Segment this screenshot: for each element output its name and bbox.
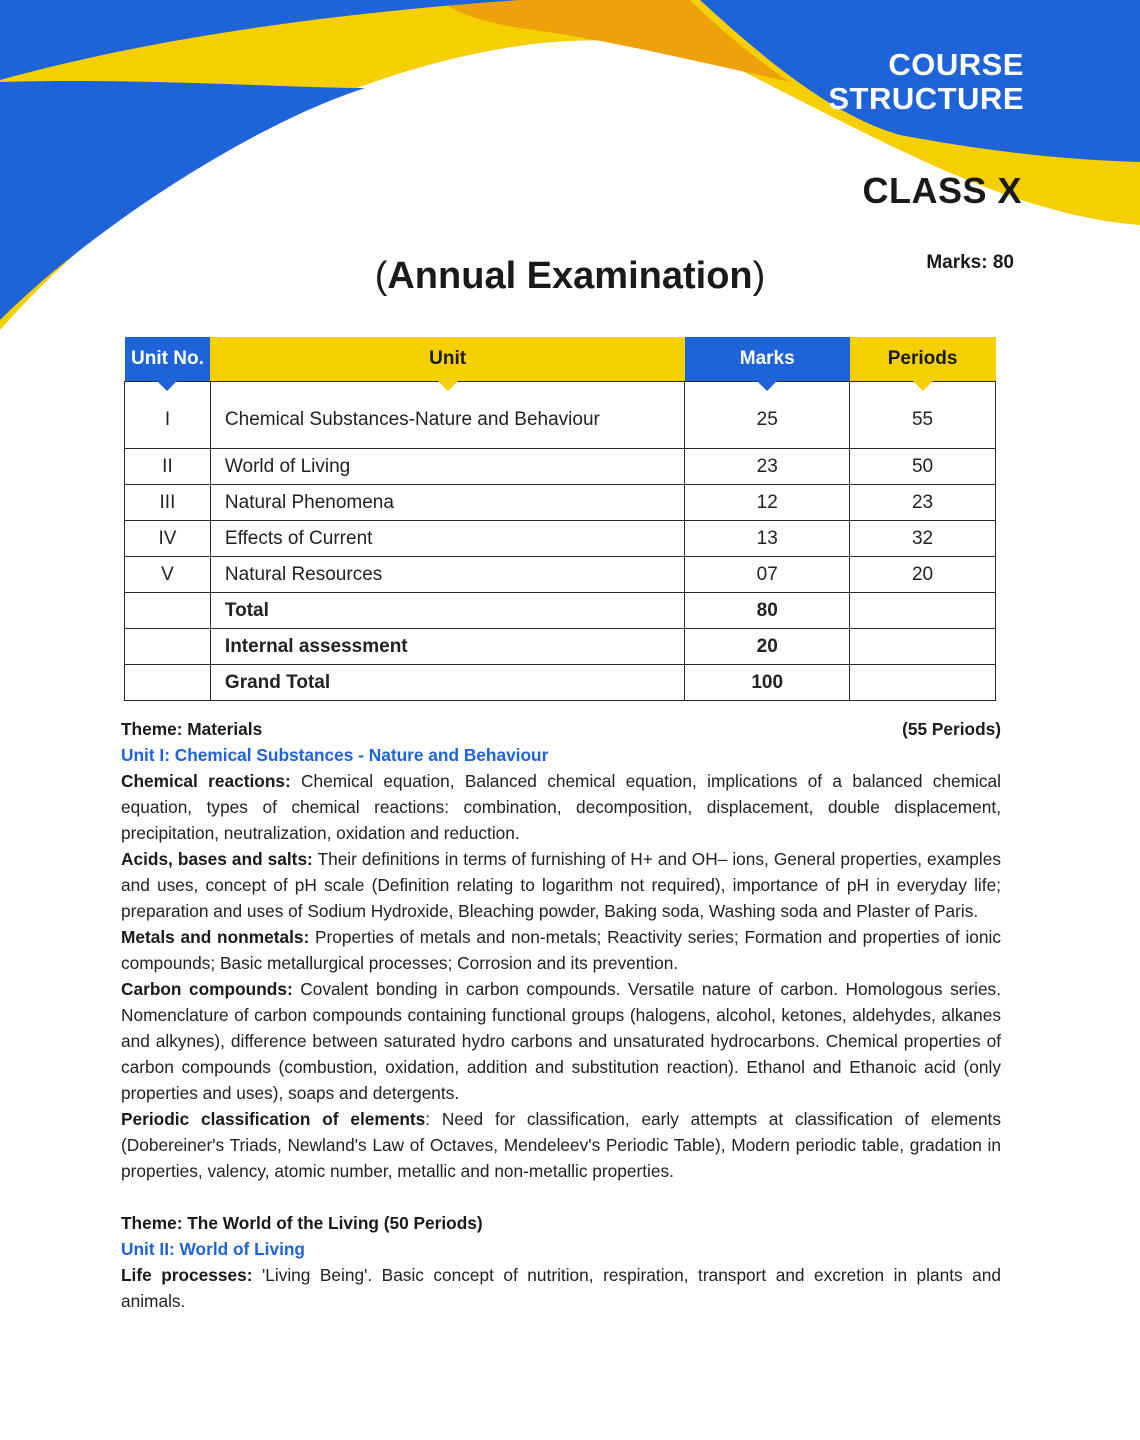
table-row [125, 557, 996, 593]
arrow-down-icon [757, 381, 777, 391]
cell-unit: World of Living [210, 449, 684, 485]
unit-heading: Unit II: World of Living [121, 1239, 305, 1259]
unit-heading: Unit I: Chemical Substances - Nature and Behaviour [121, 745, 549, 765]
cell-grand-total-label: Grand Total [210, 665, 684, 701]
arrow-down-icon [157, 381, 177, 391]
cell-internal-label: Internal assessment [210, 629, 684, 665]
cell-periods: 23 [850, 485, 996, 521]
topic-paragraph [121, 768, 1001, 846]
cell-empty [850, 665, 996, 701]
topic-paragraph [121, 1262, 1001, 1314]
cell-marks: 13 [685, 521, 850, 557]
cell-marks: 23 [685, 449, 850, 485]
grand-total-row [125, 665, 996, 701]
cell-periods: 50 [850, 449, 996, 485]
topic-text: 'Living Being'. Basic concept of nutrition, respiration, transport and excretion in plants and animals. [121, 1265, 1001, 1311]
topic-label: Chemical reactions: [121, 771, 291, 791]
cell-unit: Natural Resources [210, 557, 684, 593]
topic-label: Life processes: [121, 1265, 253, 1285]
topic-text: Covalent bonding in carbon compounds. Versatile nature of carbon. Homologous series. Nomenclature of carbon compounds containing functional groups (halogens, alcohol, ketones, aldehydes, alkanes and alkynes), difference between saturated hydro carbons and unsaturated hydrocarbons. Chemical properties of carbon compounds (combustion, oxidation, addition and substitution reaction). Ethanol and Ethanoic acid (only properties and uses), soaps and detergents. [121, 979, 1001, 1103]
cell-unit-no: II [125, 449, 211, 485]
total-row [125, 593, 996, 629]
cell-empty [125, 665, 211, 701]
cell-empty [125, 593, 211, 629]
col-header-periods: Periods [850, 337, 996, 382]
theme-title: Theme: Materials [121, 719, 263, 739]
col-header-unit: Unit [210, 337, 684, 382]
arrow-down-icon [913, 381, 933, 391]
theme-heading [121, 716, 1001, 742]
total-marks: Marks: 80 [926, 252, 1014, 273]
cell-unit: Chemical Substances-Nature and Behaviour [210, 382, 684, 449]
table-row [125, 485, 996, 521]
syllabus-content [121, 716, 1001, 1314]
cell-marks: 12 [685, 485, 850, 521]
cell-periods: 55 [850, 382, 996, 449]
cell-total-marks: 80 [685, 593, 850, 629]
cell-grand-total-marks: 100 [685, 665, 850, 701]
paren-close: ) [752, 255, 766, 297]
cell-empty [850, 593, 996, 629]
cell-internal-marks: 20 [685, 629, 850, 665]
cell-empty [125, 629, 211, 665]
cell-periods: 32 [850, 521, 996, 557]
table-row [125, 521, 996, 557]
spacer [121, 1184, 1001, 1210]
cell-periods: 20 [850, 557, 996, 593]
cell-unit-no: V [125, 557, 211, 593]
theme-title: Theme: The World of the Living (50 Periods) [121, 1213, 483, 1233]
topic-label: Metals and nonmetals: [121, 927, 310, 947]
topic-paragraph [121, 846, 1001, 924]
arrow-down-icon [438, 381, 458, 391]
cell-empty [850, 629, 996, 665]
course-structure-title [828, 48, 1024, 116]
paren-open: ( [374, 255, 388, 297]
cell-unit: Effects of Current [210, 521, 684, 557]
topic-text: Their definitions in terms of furnishing of H+ and OH– ions, General properties, examples and uses, concept of pH scale (Definition relating to logarithm not required), importance of pH in everyday life; preparation and uses of Sodium Hydroxide, Bleaching powder, Baking soda, Washing soda and Plaster of Paris. [121, 849, 1001, 921]
theme-periods: (55 Periods) [902, 719, 1001, 739]
topic-label: Periodic classification of elements [121, 1109, 426, 1129]
internal-assessment-row [125, 629, 996, 665]
course-title-line2: STRUCTURE [828, 81, 1024, 116]
cell-unit-no: III [125, 485, 211, 521]
course-title-line1: COURSE [888, 47, 1024, 82]
col-header-unit-no: Unit No. [125, 337, 211, 382]
topic-paragraph [121, 1106, 1001, 1184]
table-header-row [125, 337, 996, 382]
col-header-marks: Marks [685, 337, 850, 382]
topic-label: Carbon compounds: [121, 979, 293, 999]
class-title: CLASS X [862, 170, 1022, 211]
cell-unit-no: I [125, 382, 211, 449]
page-title [0, 255, 1140, 298]
cell-marks: 25 [685, 382, 850, 449]
exam-title: Annual Examination [387, 255, 753, 297]
topic-paragraph [121, 924, 1001, 976]
topic-label: Acids, bases and salts: [121, 849, 313, 869]
theme-heading [121, 1210, 1001, 1236]
topic-text: Chemical equation, Balanced chemical equation, implications of a balanced chemical equation, types of chemical reactions: combination, decomposition, displacement, double displacement, precipitation, neutralization, oxidation and reduction. [121, 771, 1001, 843]
cell-unit: Natural Phenomena [210, 485, 684, 521]
syllabus-table [124, 337, 996, 701]
cell-total-label: Total [210, 593, 684, 629]
table-row [125, 382, 996, 449]
topic-text: Properties of metals and non-metals; Reactivity series; Formation and properties of ionic compounds; Basic metallurgical processes; Corrosion and its prevention. [121, 927, 1001, 973]
table-row [125, 449, 996, 485]
topic-paragraph [121, 976, 1001, 1106]
cell-marks: 07 [685, 557, 850, 593]
topic-text: : Need for classification, early attempts at classification of elements (Dobereiner's Triads, Newland's Law of Octaves, Mendeleev's Periodic Table), Modern periodic table, gradation in properties, valency, atomic number, metallic and non-metallic properties. [121, 1109, 1001, 1181]
cell-unit-no: IV [125, 521, 211, 557]
